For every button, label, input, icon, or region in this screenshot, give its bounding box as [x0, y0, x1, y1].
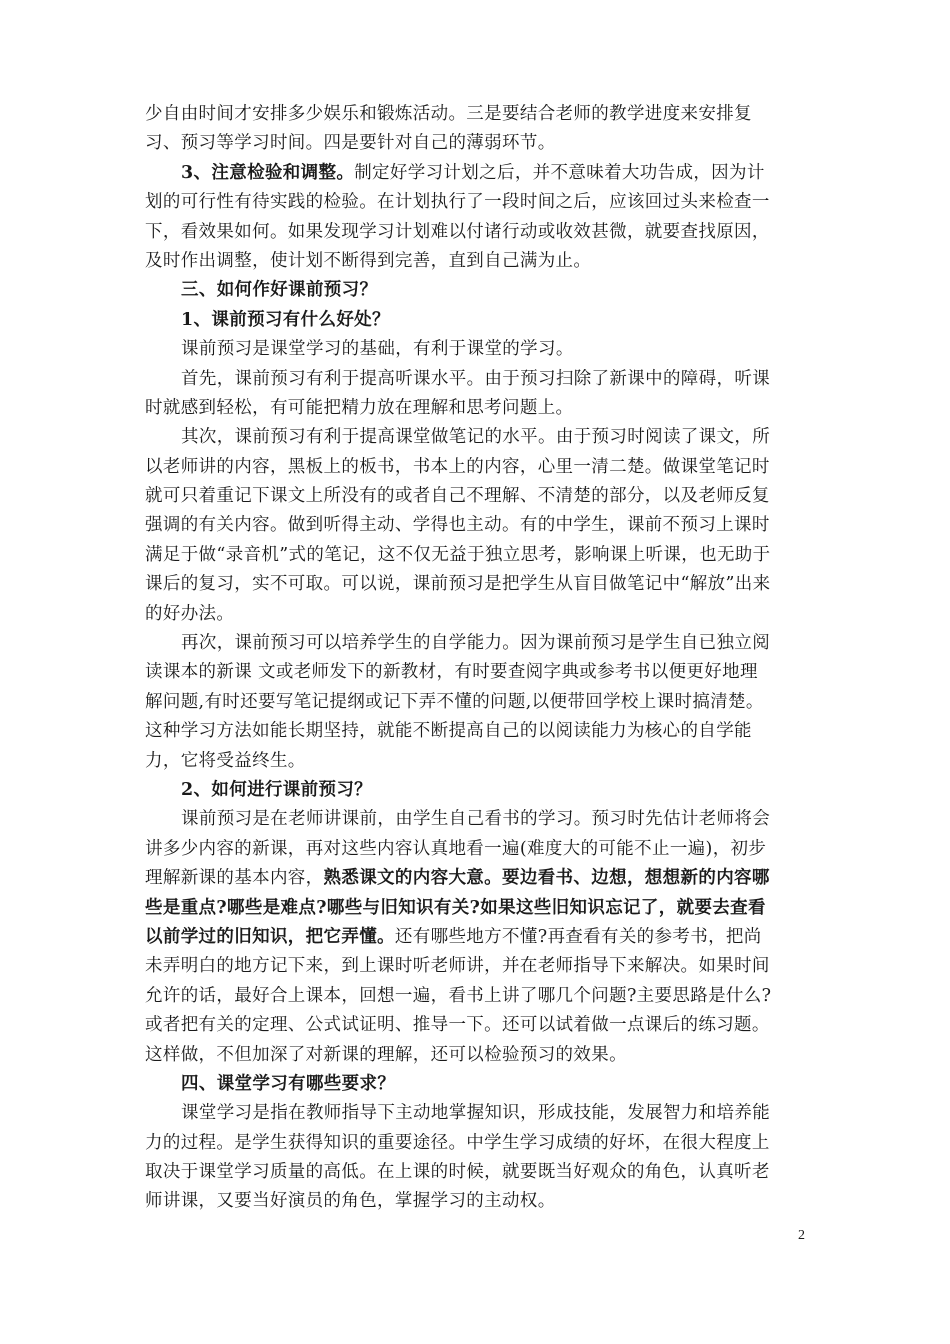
- text-line: [145, 747, 807, 776]
- text-line: [145, 365, 807, 394]
- text-line: [145, 423, 807, 452]
- body-text: 以老师讲的内容，黑板上的板书，书本上的内容，心里一清二楚。做课堂笔记时: [145, 456, 770, 477]
- body-text: 及时作出调整，使计划不断得到完善，直到自己满为止。: [145, 250, 592, 271]
- text-line: [145, 570, 807, 599]
- body-text: 力的过程。是学生获得知识的重要途径。中学生学习成绩的好坏，在很大程度上: [145, 1132, 770, 1153]
- body-text: 未弄明白的地方记下来，到上课时听老师讲，并在老师指导下来解决。如果时间: [145, 956, 770, 977]
- text-line: [145, 247, 807, 276]
- text-line: [145, 894, 807, 923]
- text-line: [145, 394, 807, 423]
- body-text: 讲多少内容的新课，再对这些内容认真地看一遍(难度大的可能不止一遍)，初步: [145, 838, 767, 859]
- text-line: [145, 1070, 807, 1099]
- body-text: 允许的话，最好合上课本，回想一遍，看书上讲了哪几个问题?主要思路是什么?: [145, 985, 772, 1006]
- text-line: [145, 688, 807, 717]
- bold-text: 三、如何作好课前预习？: [181, 280, 378, 301]
- body-text: 就可只着重记下课文上所没有的或者自己不理解、不清楚的部分，以及老师反复: [145, 486, 770, 507]
- body-text: 划的可行性有待实践的检验。在计划执行了一段时间之后，应该回过头来检查一: [145, 192, 770, 213]
- body-text: 首先，课前预习有利于提高听课水平。由于预习扫除了新课中的障碍，听课: [181, 368, 771, 389]
- text-line: [145, 982, 807, 1011]
- body-text: 强调的有关内容。做到听得主动、学得也主动。有的中学生，课前不预习上课时: [145, 515, 770, 536]
- text-line: [145, 629, 807, 658]
- text-line: [145, 511, 807, 540]
- text-line: [145, 600, 807, 629]
- text-line: [145, 1011, 807, 1040]
- text-line: [145, 188, 807, 217]
- bold-text: 四、课堂学习有哪些要求？: [181, 1073, 396, 1094]
- text-line: [145, 218, 807, 247]
- bold-text: 2、如何进行课前预习？: [181, 779, 373, 800]
- text-line: [145, 1041, 807, 1070]
- text-line: [145, 1099, 807, 1128]
- document-body: [145, 100, 807, 1217]
- text-line: [145, 776, 807, 805]
- body-text: 这种学习方法如能长期坚持，就能不断提高自己的以阅读能力为核心的自学能: [145, 721, 752, 742]
- text-line: [145, 453, 807, 482]
- body-text: 习、预习等学习时间。四是要针对自己的薄弱环节。: [145, 133, 556, 154]
- text-line: [145, 805, 807, 834]
- body-text: 读课本的新课 文或老师发下的新教材，有时要查阅字典或参考书以便更好地理: [145, 662, 758, 683]
- body-text: 解问题,有时还要写笔记提纲或记下弄不懂的问题,以便带回学校上课时搞清楚。: [145, 691, 764, 712]
- text-line: [145, 100, 807, 129]
- bold-text: 以前学过的旧知识，把它弄懂。: [145, 926, 395, 947]
- text-line: [145, 276, 807, 305]
- page-number: 2: [798, 1228, 805, 1243]
- body-text: 课前预习是在老师讲课前，由学生自己看书的学习。预习时先估计老师将会: [181, 809, 771, 830]
- body-text: 课前预习是课堂学习的基础，有利于课堂的学习。: [181, 339, 574, 360]
- text-line: [145, 1187, 807, 1216]
- body-text: 力，它将受益终生。: [145, 750, 306, 771]
- text-line: [145, 658, 807, 687]
- body-text: 课后的复习，实不可取。可以说，课前预习是把学生从盲目做笔记中“解放”出来: [145, 574, 771, 595]
- bold-text: 1、课前预习有什么好处？: [181, 309, 390, 330]
- bold-text: 熟悉课文的内容大意。要边看书、边想，想想新的内容哪: [323, 868, 770, 889]
- body-text: 理解新课的基本内容，: [145, 868, 324, 889]
- body-text: 的好办法。: [145, 603, 235, 624]
- body-text: 满足于做“录音机”式的笔记，这不仅无益于独立思考，影响课上听课，也无助于: [145, 544, 771, 565]
- body-text: 取决于课堂学习质量的高低。在上课的时候，就要既当好观众的角色，认真听老: [145, 1162, 770, 1183]
- bold-text: 3、注意检验和调整。: [181, 162, 355, 183]
- body-text: 还有哪些地方不懂?再查看有关的参考书，把尚: [394, 926, 762, 947]
- body-text: 时就感到轻松，有可能把精力放在理解和思考问题上。: [145, 397, 574, 418]
- body-text: 师讲课，又要当好演员的角色，掌握学习的主动权。: [145, 1191, 556, 1212]
- text-line: [145, 335, 807, 364]
- text-line: [145, 482, 807, 511]
- body-text: 再次，课前预习可以培养学生的自学能力。因为课前预习是学生自已独立阅: [181, 633, 771, 654]
- text-line: [145, 835, 807, 864]
- body-text: 其次，课前预习有利于提高课堂做笔记的水平。由于预习时阅读了课文，所: [181, 427, 771, 448]
- body-text: 这样做，不但加深了对新课的理解，还可以检验预习的效果。: [145, 1044, 627, 1065]
- text-line: [145, 923, 807, 952]
- body-text: 下，看效果如何。如果发现学习计划难以付诸行动或收效甚微，就要查找原因，: [145, 221, 770, 242]
- bold-text: 些是重点?哪些是难点?哪些与旧知识有关?如果这些旧知识忘记了，就要去查看: [145, 897, 766, 918]
- text-line: [145, 952, 807, 981]
- text-line: [145, 159, 807, 188]
- body-text: 少自由时间才安排多少娱乐和锻炼活动。三是要结合老师的教学进度来安排复: [145, 104, 752, 124]
- text-line: [145, 1158, 807, 1187]
- body-text: 制定好学习计划之后，并不意味着大功告成，因为计: [354, 162, 765, 183]
- text-line: [145, 864, 807, 893]
- text-line: [145, 541, 807, 570]
- text-line: [145, 1129, 807, 1158]
- body-text: 或者把有关的定理、公式试证明、推导一下。还可以试着做一点课后的练习题。: [145, 1015, 770, 1036]
- text-line: [145, 306, 807, 335]
- text-line: [145, 717, 807, 746]
- body-text: 课堂学习是指在教师指导下主动地掌握知识，形成技能，发展智力和培养能: [181, 1103, 771, 1124]
- text-line: [145, 129, 807, 158]
